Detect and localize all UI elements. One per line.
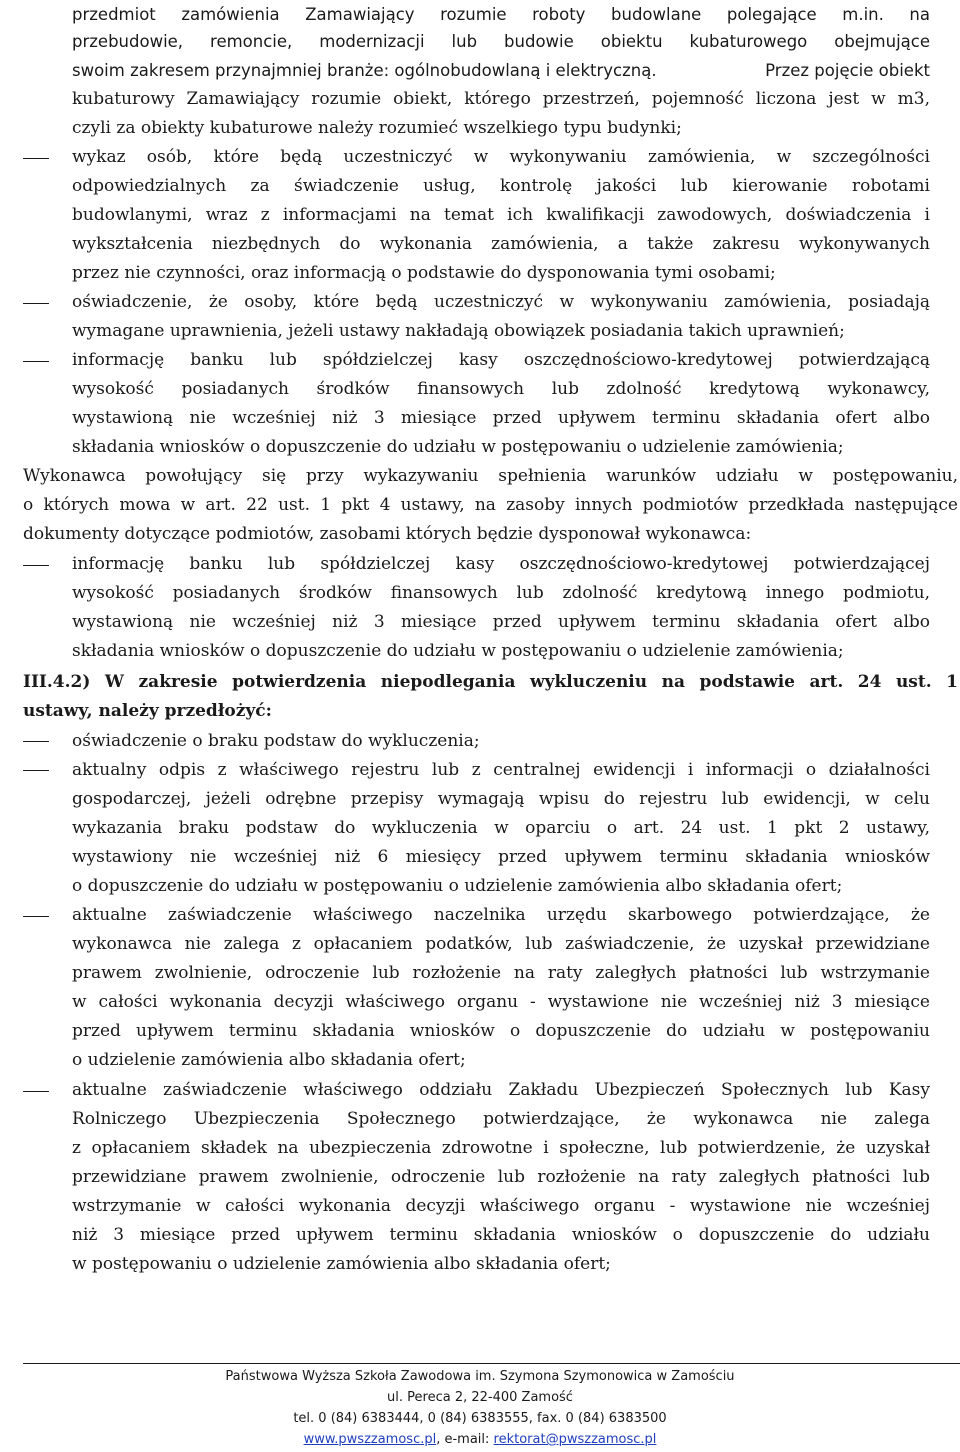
list-dash: [23, 158, 49, 159]
footer-phone: tel. 0 (84) 6383444, 0 (84) 6383555, fax. 0 (84) 6383500: [293, 1411, 667, 1426]
list-item-line: wysokość posiadanych środków finansowych lub zdolność kredytową innego podmiotu,: [72, 583, 930, 603]
paragraph-line: kubaturowy Zamawiający rozumie obiekt, którego przestrzeń, pojemność liczona jest w m3,: [72, 89, 930, 109]
list-item-line: przewidziane prawem zwolnienie, odroczenie lub rozłożenie na raty zaległych płatności lub: [72, 1167, 930, 1187]
footer-institution: Państwowa Wyższa Szkoła Zawodowa im. Szymona Szymonowica w Zamościu: [225, 1369, 735, 1384]
list-item-line: niż 3 miesiące przed upływem terminu składania wniosków o dopuszczenie do udziału: [72, 1225, 930, 1245]
footer-address: ul. Pereca 2, 22-400 Zamość: [387, 1390, 573, 1405]
list-item-line: w postępowaniu o udzielenie zamówienia albo składania ofert;: [72, 1254, 611, 1274]
list-item-line: z opłacaniem składek na ubezpieczenia zdrowotne i społeczne, lub potwierdzenie, że uzyskał: [72, 1138, 930, 1158]
list-item-line: przed upływem terminu składania wniosków o dopuszczenie do udziału w postępowaniu: [72, 1021, 930, 1041]
list-item-line: w całości wykonania decyzji właściwego organu - wystawione nie wcześniej niż 3 miesiące: [72, 992, 930, 1012]
list-item-line: oświadczenie, że osoby, które będą uczestniczyć w wykonywaniu zamówienia, posiadają: [72, 292, 930, 312]
list-item-line: oświadczenie o braku podstaw do wykluczenia;: [72, 731, 480, 751]
list-item-line: aktualne zaświadczenie właściwego oddziału Zakładu Ubezpieczeń Społecznych lub Kasy: [72, 1080, 930, 1100]
list-dash: [23, 1091, 49, 1092]
text-fragment: Przez pojęcie obiekt: [765, 61, 930, 80]
list-item-line: wykonawca nie zalega z opłacaniem podatków, lub zaświadczenie, że uzyskał przewidziane: [72, 934, 930, 954]
list-dash: [23, 916, 49, 917]
list-item-line: wykazania braku podstaw do wykluczenia w oparciu o art. 24 ust. 1 pkt 2 ustawy,: [72, 818, 930, 838]
list-item-line: wykształcenia niezbędnych do wykonania zamówienia, a także zakresu wykonywanych: [72, 234, 930, 254]
website-link[interactable]: www.pwszzamosc.pl: [303, 1432, 437, 1447]
list-item-line: składania wniosków o dopuszczenie do udziału w postępowaniu o udzielenie zamówienia;: [72, 641, 844, 661]
paragraph-line: czyli za obiekty kubaturowe należy rozumieć wszelkiego typu budynki;: [72, 118, 682, 138]
paragraph-line: Wykonawca powołujący się przy wykazywaniu spełnienia warunków udziału w postępowaniu,: [23, 466, 958, 486]
paragraph-line: dokumenty dotyczące podmiotów, zasobami których będzie dysponował wykonawca:: [23, 524, 752, 544]
list-item-line: aktualny odpis z właściwego rejestru lub z centralnej ewidencji i informacji o działalności: [72, 760, 930, 780]
email-link[interactable]: rektorat@pwszzamosc.pl: [493, 1432, 657, 1447]
list-item-line: gospodarczej, jeżeli odrębne przepisy wymagają wpisu do rejestru lub ewidencji, w celu: [72, 789, 930, 809]
list-item-line: wymagane uprawnienia, jeżeli ustawy nakładają obowiązek posiadania takich uprawnień;: [72, 321, 845, 341]
list-item-line: odpowiedzialnych za świadczenie usług, kontrolę jakości lub kierowanie robotami: [72, 176, 930, 196]
paragraph-line: o których mowa w art. 22 ust. 1 pkt 4 ustawy, na zasoby innych podmiotów przedkłada następujące: [23, 495, 958, 515]
list-dash: [23, 770, 49, 771]
list-item-line: wystawioną nie wcześniej niż 3 miesiące przed upływem terminu składania ofert albo: [72, 408, 930, 428]
section-heading: III.4.2) W zakresie potwierdzenia niepodlegania wykluczeniu na podstawie art. 24 ust. 1: [23, 672, 958, 692]
paragraph-line: [72, 56, 930, 85]
paragraph-line: przedmiot zamówienia Zamawiający rozumie roboty budowlane polegające m.in. na: [72, 5, 930, 24]
list-item-line: Rolniczego Ubezpieczenia Społecznego potwierdzające, że wykonawca nie zalega: [72, 1109, 930, 1129]
list-item-line: aktualne zaświadczenie właściwego naczelnika urzędu skarbowego potwierdzające, że: [72, 905, 930, 925]
section-heading: ustawy, należy przedłożyć:: [23, 701, 272, 721]
list-item-line: informację banku lub spółdzielczej kasy oszczędnościowo-kredytowej potwierdzającej: [72, 554, 930, 574]
list-item-line: o udzielenie zamówienia albo składania ofert;: [72, 1050, 466, 1070]
list-item-line: wystawiony nie wcześniej niż 6 miesięcy przed upływem terminu składania wniosków: [72, 847, 930, 867]
list-item-line: wysokość posiadanych środków finansowych lub zdolność kredytową wykonawcy,: [72, 379, 930, 399]
text-fragment: swoim zakresem przynajmniej branże: ogólnobudowlaną i elektryczną.: [72, 61, 657, 80]
footer-divider: [23, 1363, 960, 1364]
list-item-line: wstrzymanie w całości wykonania decyzji właściwego organu - wystawione nie wcześniej: [72, 1196, 930, 1216]
list-dash: [23, 303, 49, 304]
list-item-line: przez nie czynności, oraz informacją o podstawie do dysponowania tymi osobami;: [72, 263, 776, 283]
list-item-line: wystawioną nie wcześniej niż 3 miesiące przed upływem terminu składania ofert albo: [72, 612, 930, 632]
list-item-line: budowlanymi, wraz z informacjami na temat ich kwalifikacji zawodowych, doświadczenia i: [72, 205, 930, 225]
list-dash: [23, 565, 49, 566]
email-label: , e-mail:: [436, 1432, 494, 1447]
footer-contact: [0, 1430, 960, 1450]
list-item-line: o dopuszczenie do udziału w postępowaniu o udzielenie zamówienia albo składania ofert;: [72, 876, 843, 896]
list-item-line: składania wniosków o dopuszczenie do udziału w postępowaniu o udzielenie zamówienia;: [72, 437, 844, 457]
list-dash: [23, 361, 49, 362]
paragraph-line: przebudowie, remoncie, modernizacji lub budowie obiektu kubaturowego obejmujące: [72, 32, 930, 51]
list-item-line: prawem zwolnienie, odroczenie lub rozłożenie na raty zaległych płatności lub wstrzymanie: [72, 963, 930, 983]
list-item-line: wykaz osób, które będą uczestniczyć w wykonywaniu zamówienia, w szczególności: [72, 147, 930, 167]
list-dash: [23, 741, 49, 742]
list-item-line: informację banku lub spółdzielczej kasy oszczędnościowo-kredytowej potwierdzającą: [72, 350, 930, 370]
